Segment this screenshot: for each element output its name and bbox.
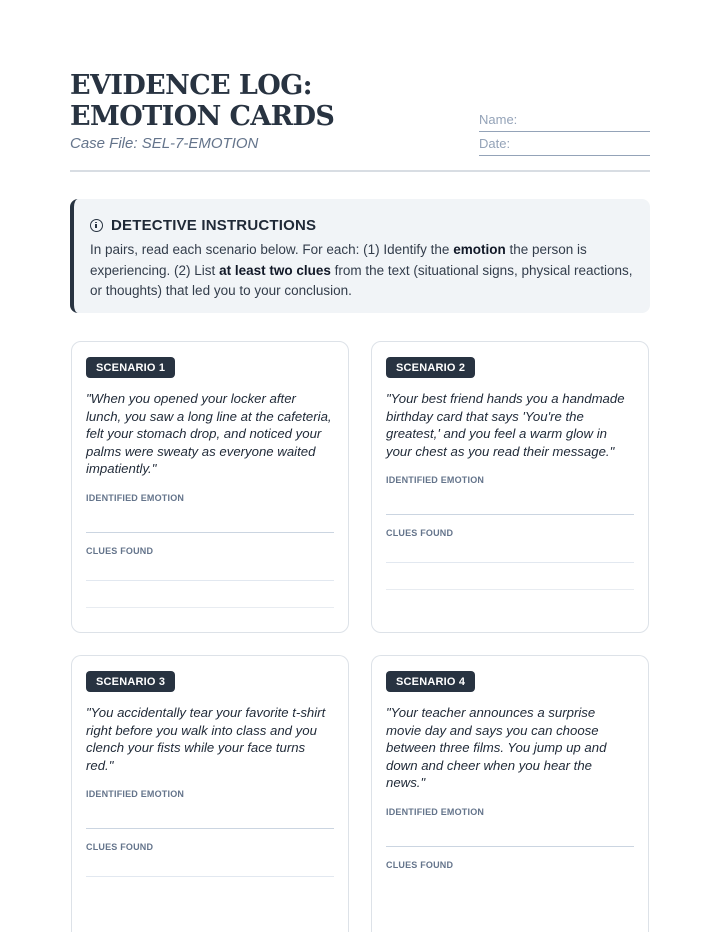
date-label: Date:	[479, 136, 511, 151]
identified-emotion-label: IDENTIFIED EMOTION	[386, 475, 485, 486]
page-header	[70, 70, 650, 172]
scenario-badge: SCENARIO 2	[386, 357, 475, 378]
instructions-text-part: the person is experiencing. (2) List	[90, 242, 587, 278]
clue-answer-line[interactable]	[86, 556, 334, 581]
instructions-text-part: In pairs, read each scenario below. For each: (1) Identify the	[90, 242, 454, 257]
instructions-text-part: from the text (situational signs, physical reactions, or thoughts) that led you to your conclusion.	[90, 262, 633, 298]
identified-emotion-answer-line[interactable]	[86, 799, 334, 829]
clues-found-label: CLUES FOUND	[86, 545, 154, 556]
page-title: EVIDENCE LOG: EMOTION CARDS	[70, 70, 335, 132]
instructions-panel	[70, 199, 650, 313]
scenario-badge: SCENARIO 4	[386, 671, 475, 692]
scenario-badge: SCENARIO 1	[86, 357, 175, 378]
clues-found-label: CLUES FOUND	[386, 528, 454, 539]
instructions-emphasis-emotion: emotion	[453, 242, 506, 257]
info-circle-icon	[90, 219, 103, 232]
clue-answer-line[interactable]	[386, 563, 634, 590]
identified-emotion-label: IDENTIFIED EMOTION	[386, 806, 485, 817]
scenario-text: "You accidentally tear your favorite t-shirt right before you walk into class and you clench your fists while your face turns red."	[86, 705, 326, 773]
identified-emotion-answer-line[interactable]	[86, 503, 334, 533]
clues-found-label: CLUES FOUND	[386, 859, 454, 870]
instructions-text	[90, 240, 634, 302]
clue-answer-line[interactable]	[86, 852, 334, 877]
scenario-badge: SCENARIO 3	[86, 671, 175, 692]
scenario-text: "When you opened your locker after lunch, you saw a long line at the cafeteria, felt your stomach drop, and noticed your palms were sweaty as everyone waited impatiently."	[86, 391, 332, 477]
scenario-text: "Your teacher announces a surprise movie day and says you can choose between three films. You jump up and down and cheer when you hear the news."	[386, 705, 607, 791]
instructions-title: DETECTIVE INSTRUCTIONS	[111, 216, 317, 234]
case-file-label: Case File: SEL-7-EMOTION	[70, 135, 259, 152]
identified-emotion-label: IDENTIFIED EMOTION	[86, 789, 185, 800]
scenario-card-4	[371, 655, 649, 932]
scenario-card-3	[71, 655, 349, 932]
name-field[interactable]	[479, 110, 650, 132]
date-field[interactable]	[479, 134, 650, 156]
instructions-emphasis-clues: at least two clues	[219, 262, 331, 278]
name-label: Name:	[479, 112, 518, 127]
clue-answer-line[interactable]	[86, 581, 334, 608]
scenario-card-2	[371, 341, 649, 633]
scenario-text: "Your best friend hands you a handmade birthday card that says 'You're the greatest,' and you feel a warm glow in your chest as you read their message."	[386, 391, 625, 459]
identified-emotion-answer-line[interactable]	[386, 817, 634, 847]
identified-emotion-label: IDENTIFIED EMOTION	[86, 492, 185, 503]
identified-emotion-answer-line[interactable]	[386, 485, 634, 515]
instructions-heading	[90, 215, 634, 235]
scenario-card-1	[71, 341, 349, 633]
clues-found-label: CLUES FOUND	[86, 842, 154, 853]
clue-answer-line[interactable]	[386, 538, 634, 563]
